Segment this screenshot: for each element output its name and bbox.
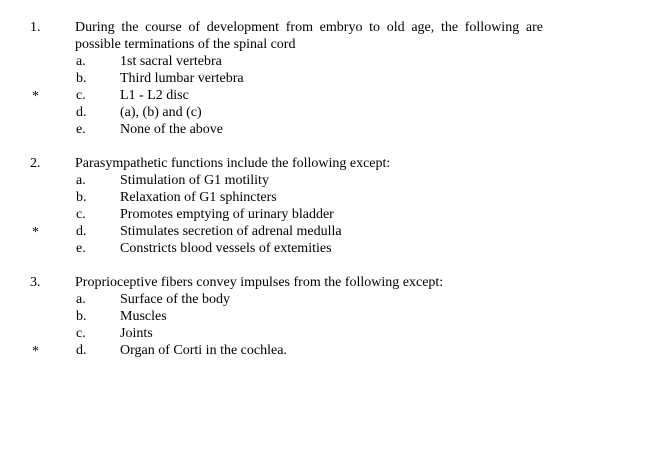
option-letter: e. bbox=[76, 241, 86, 256]
question-stem: Proprioceptive fibers convey impulses from the following except: bbox=[75, 275, 444, 290]
option-text: (a), (b) and (c) bbox=[120, 105, 202, 120]
question-stem-line bbox=[0, 36, 648, 53]
option-letter: d. bbox=[76, 343, 87, 358]
option-letter: d. bbox=[76, 105, 87, 120]
option-row bbox=[0, 172, 648, 189]
option-letter: b. bbox=[76, 71, 87, 86]
question-stem-line bbox=[0, 155, 648, 172]
option-text: None of the above bbox=[120, 122, 224, 137]
answer-marker: * bbox=[32, 225, 39, 240]
option-row bbox=[0, 70, 648, 87]
question-number: 2. bbox=[30, 156, 41, 171]
option-row bbox=[0, 121, 648, 138]
option-letter: e. bbox=[76, 122, 86, 137]
option-text: Stimulation of G1 motility bbox=[120, 173, 269, 188]
option-letter: a. bbox=[76, 54, 86, 69]
option-text: Muscles bbox=[120, 309, 167, 324]
option-row bbox=[0, 291, 648, 308]
option-text: Stimulates secretion of adrenal medulla bbox=[120, 224, 342, 239]
option-row bbox=[0, 325, 648, 342]
option-text: L1 - L2 disc bbox=[120, 88, 189, 103]
option-row bbox=[0, 87, 648, 104]
option-letter: b. bbox=[76, 309, 87, 324]
option-letter: c. bbox=[76, 207, 86, 222]
answer-marker: * bbox=[32, 89, 39, 104]
option-row bbox=[0, 189, 648, 206]
question-number: 3. bbox=[30, 275, 41, 290]
option-row bbox=[0, 53, 648, 70]
option-text: 1st sacral vertebra bbox=[120, 54, 222, 69]
option-letter: b. bbox=[76, 190, 87, 205]
answer-marker: * bbox=[32, 344, 39, 359]
option-row bbox=[0, 223, 648, 240]
question-stem-line bbox=[0, 274, 648, 291]
option-letter: a. bbox=[76, 292, 86, 307]
question-stem: During the course of development from embryo to old age, the following are bbox=[75, 20, 543, 35]
option-letter: d. bbox=[76, 224, 87, 239]
option-text: Surface of the body bbox=[120, 292, 231, 307]
question-3 bbox=[0, 274, 648, 359]
option-letter: a. bbox=[76, 173, 86, 188]
option-text: Joints bbox=[120, 326, 153, 341]
option-row bbox=[0, 104, 648, 121]
option-text: Relaxation of G1 sphincters bbox=[120, 190, 277, 205]
option-text: Constricts blood vessels of extemities bbox=[120, 241, 332, 256]
option-row bbox=[0, 206, 648, 223]
option-row bbox=[0, 342, 648, 359]
question-1 bbox=[0, 19, 648, 138]
question-number: 1. bbox=[30, 20, 41, 35]
option-letter: c. bbox=[76, 326, 86, 341]
question-stem: Parasympathetic functions include the following except: bbox=[75, 156, 391, 171]
option-letter: c. bbox=[76, 88, 86, 103]
option-row bbox=[0, 240, 648, 257]
option-text: Third lumbar vertebra bbox=[120, 71, 244, 86]
question-stem-continued: possible terminations of the spinal cord bbox=[75, 37, 296, 52]
option-text: Organ of Corti in the cochlea. bbox=[120, 343, 287, 358]
question-stem-line bbox=[0, 19, 648, 36]
option-row bbox=[0, 308, 648, 325]
option-text: Promotes emptying of urinary bladder bbox=[120, 207, 334, 222]
question-2 bbox=[0, 155, 648, 257]
